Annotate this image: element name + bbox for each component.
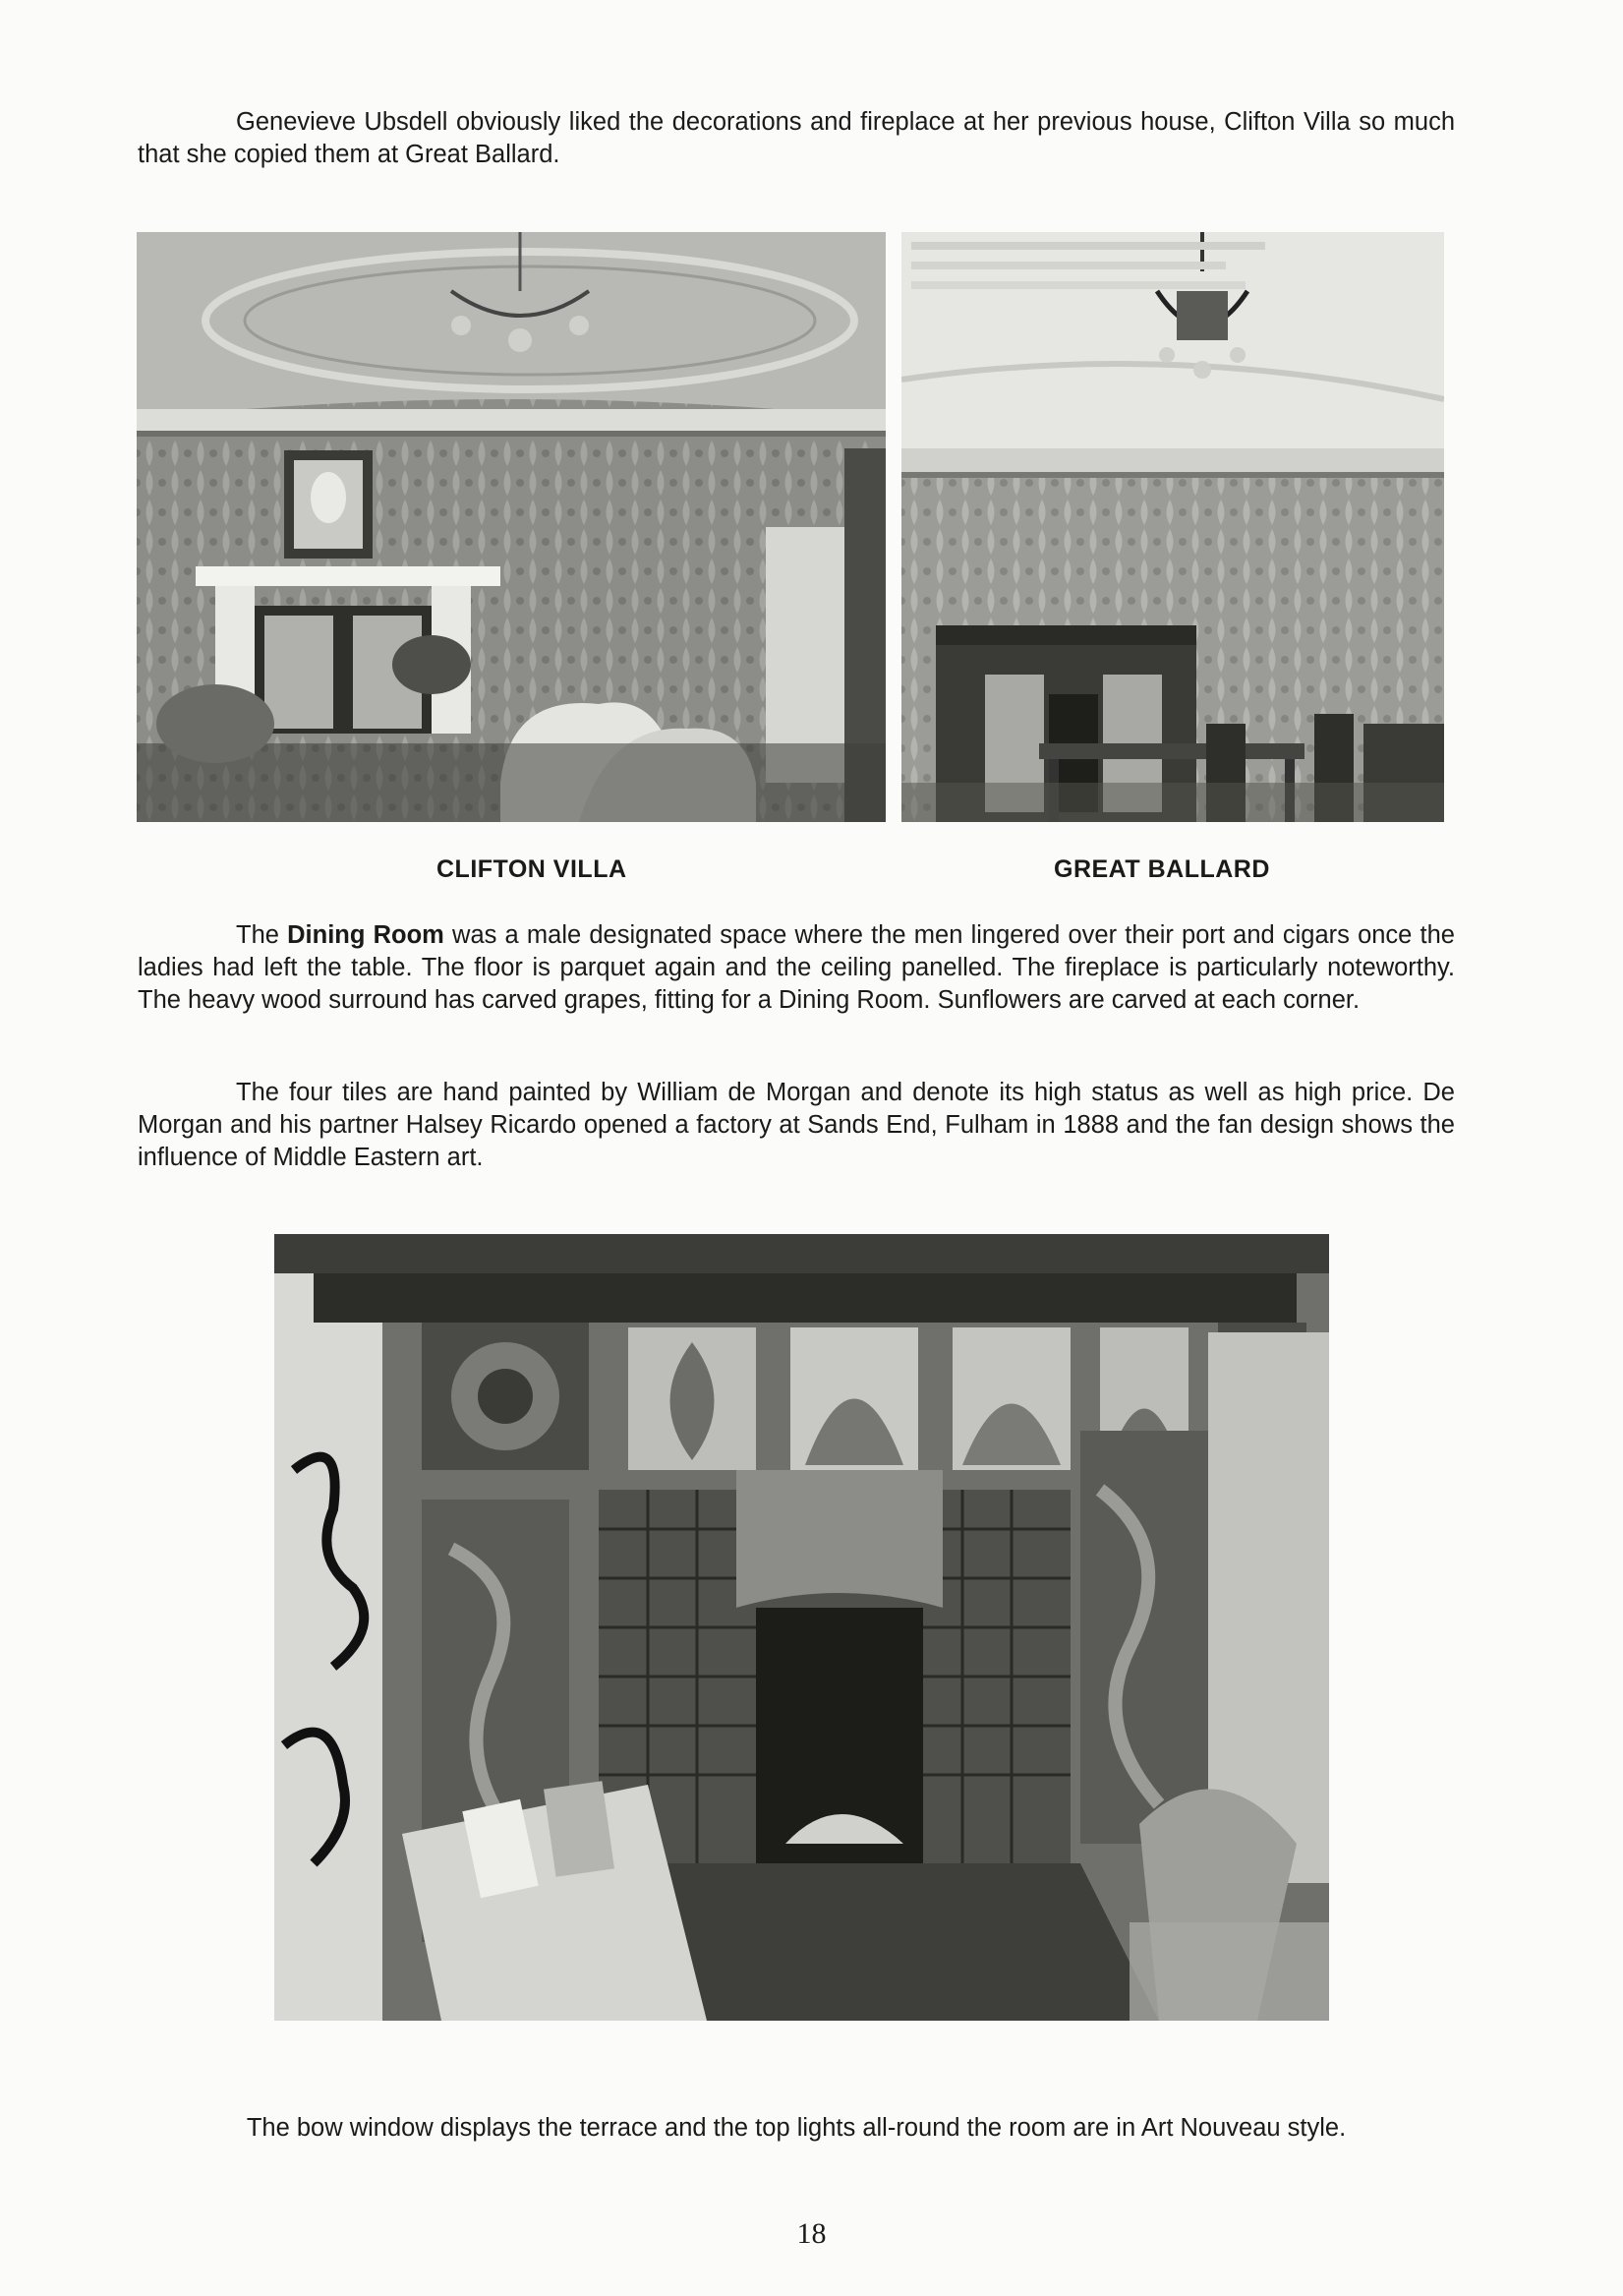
dining-prefix: The [236,921,288,949]
closing-caption: The bow window displays the terrace and the top lights all-round the room are in Art Nouveau style. [246,2114,1347,2142]
page-number: 18 [796,2217,827,2250]
dining-text: was a male designated space where the men lingered over their port and cigars once the ladies had left the table. The floor is parquet again and the ceiling panelled. The fireplace is particularly noteworthy. The heavy wood surround has carved grapes, fitting for a Dining Room. Sunflowers are carved at each corner. [138,921,1455,1014]
tiles-text: The four tiles are hand painted by William de Morgan and denote its high status as well as high price. De Morgan and his partner Halsey Ricardo opened a factory at Sands End, Fulham in 1888 and the fan design shows the influence of Middle Eastern art. [138,1079,1455,1171]
dining-room-paragraph [138,919,1455,1017]
intro-paragraph [138,106,1455,171]
intro-text: Genevieve Ubsdell obviously liked the decorations and fireplace at her previous house, Clifton Villa so much that she copied them at Great Ballard. [138,108,1455,168]
great-ballard-photo [901,232,1444,822]
clifton-villa-photo [137,232,886,822]
great-ballard-caption: GREAT BALLARD [1054,855,1270,883]
dining-fireplace-photo [274,1234,1329,2021]
dining-room-heading: Dining Room [287,921,444,949]
clifton-villa-caption: CLIFTON VILLA [436,855,627,883]
tiles-paragraph [138,1077,1455,1174]
